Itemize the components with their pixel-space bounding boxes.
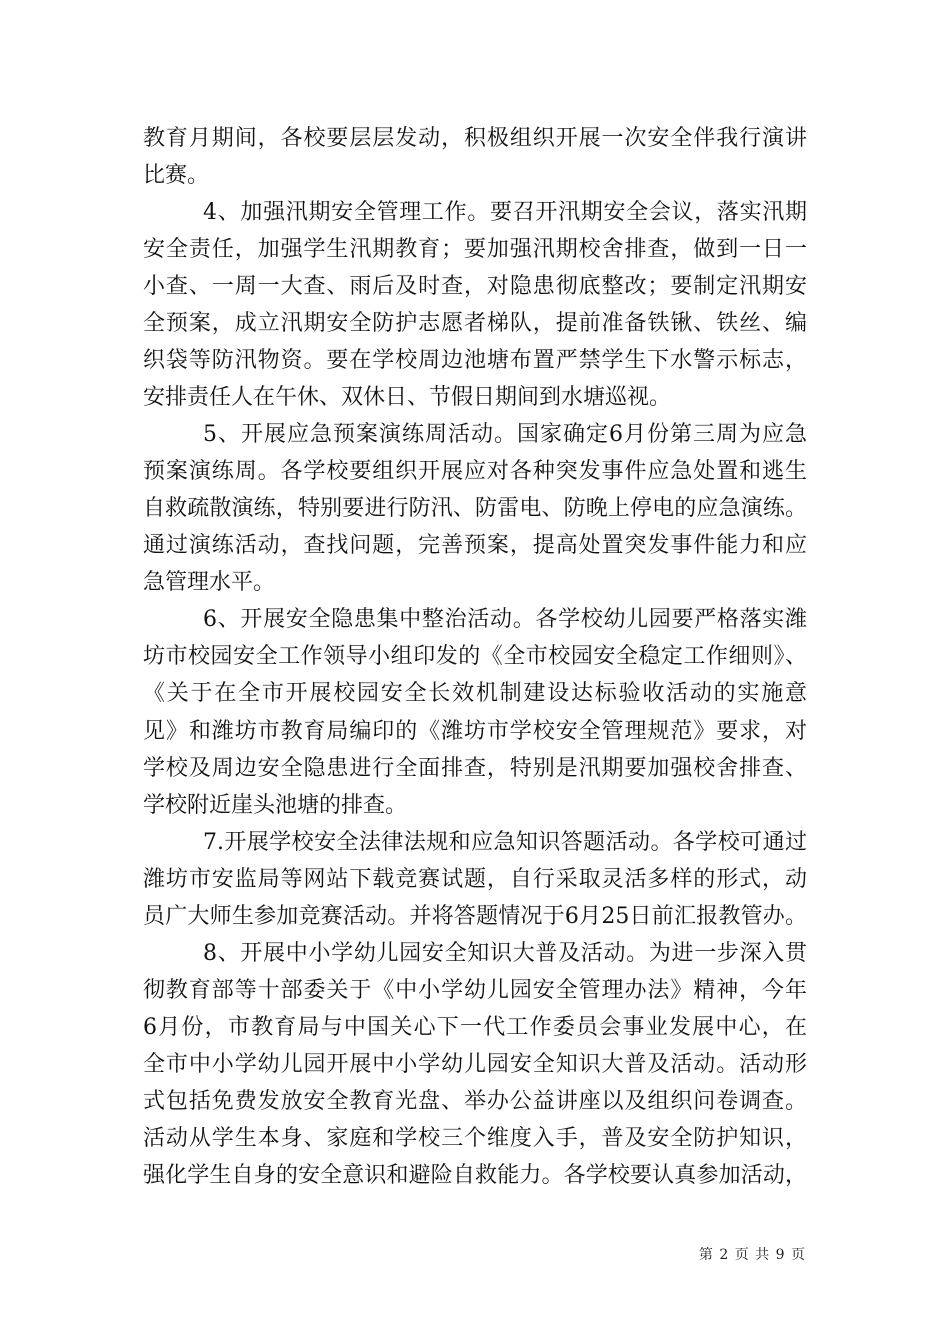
text-line: 学校及周边安全隐患进行全面排查，特别是汛期要加强校舍排查、 [143,755,807,781]
text-line: 见》和潍坊市教育局编印的《潍坊市学校安全管理规范》要求，对 [143,718,807,744]
text-line: 潍坊市安监局等网站下载竞赛试题，自行采取灵活多样的形式，动 [143,866,807,892]
text-line: 员广大师生参加竞赛活动。并将答题情况于6月25日前汇报教管办。 [143,903,807,929]
text-line: 自救疏散演练，特别要进行防汛、防雷电、防晚上停电的应急演练。 [143,496,807,522]
paragraph-item-8 [143,935,807,1194]
text-line: 6月份，市教育局与中国关心下一代工作委员会事业发展中心，在 [143,1014,807,1040]
text-line: 小查、一周一大查、雨后及时查，对隐患彻底整改；要制定汛期安 [143,274,807,300]
document-body [143,120,807,1194]
paragraph-item-6 [143,601,807,823]
text-line: 《关于在全市开展校园安全长效机制建设达标验收活动的实施意 [143,681,807,707]
text-line: 预案演练周。各学校要组织开展应对各种突发事件应急处置和逃生 [143,459,807,485]
text-line: 4、加强汛期安全管理工作。要召开汛期安全会议，落实汛期 [203,200,807,226]
text-line: 强化学生自身的安全意识和避险自救能力。各学校要认真参加活动， [143,1162,807,1188]
text-line: 全预案，成立汛期安全防护志愿者梯队，提前准备铁锹、铁丝、编 [143,311,807,337]
text-line: 安排责任人在午休、双休日、节假日期间到水塘巡视。 [143,385,672,411]
text-line: 教育月期间，各校要层层发动，积极组织开展一次安全伴我行演讲 [143,126,807,151]
text-line: 坊市校园安全工作领导小组印发的《全市校园安全稳定工作细则》、 [143,644,807,670]
text-line: 通过演练活动，查找问题，完善预案，提高处置突发事件能力和应 [143,533,807,559]
text-line: 急管理水平。 [143,570,276,596]
text-line: 彻教育部等十部委关于《中小学幼儿园安全管理办法》精神，今年 [143,977,807,1003]
text-line: 全市中小学幼儿园开展中小学幼儿园安全知识大普及活动。活动形 [143,1051,807,1077]
paragraph-item-4 [143,194,807,416]
text-line: 8、开展中小学幼儿园安全知识大普及活动。为进一步深入贯 [203,940,807,966]
text-line: 织袋等防汛物资。要在学校周边池塘布置严禁学生下水警示标志， [143,348,807,374]
text-line: 活动从学生本身、家庭和学校三个维度入手，普及安全防护知识， [143,1125,807,1151]
text-line: 学校附近崖头池塘的排查。 [143,792,408,818]
paragraph-continued [143,120,807,194]
page-number-footer: 第 2 页 共 9 页 [698,1247,806,1263]
text-line: 5、开展应急预案演练周活动。国家确定6月份第三周为应急 [203,422,807,448]
text-line: 7.开展学校安全法律法规和应急知识答题活动。各学校可通过 [203,829,807,855]
text-line: 6、开展安全隐患集中整治活动。各学校幼儿园要严格落实潍 [203,607,807,633]
paragraph-item-5 [143,416,807,601]
text-line: 比赛。 [143,163,210,189]
text-line: 式包括免费发放安全教育光盘、举办公益讲座以及组织问卷调查。 [143,1088,807,1114]
text-line: 安全责任，加强学生汛期教育；要加强汛期校舍排查，做到一日一 [143,237,807,263]
paragraph-item-7 [143,824,807,935]
